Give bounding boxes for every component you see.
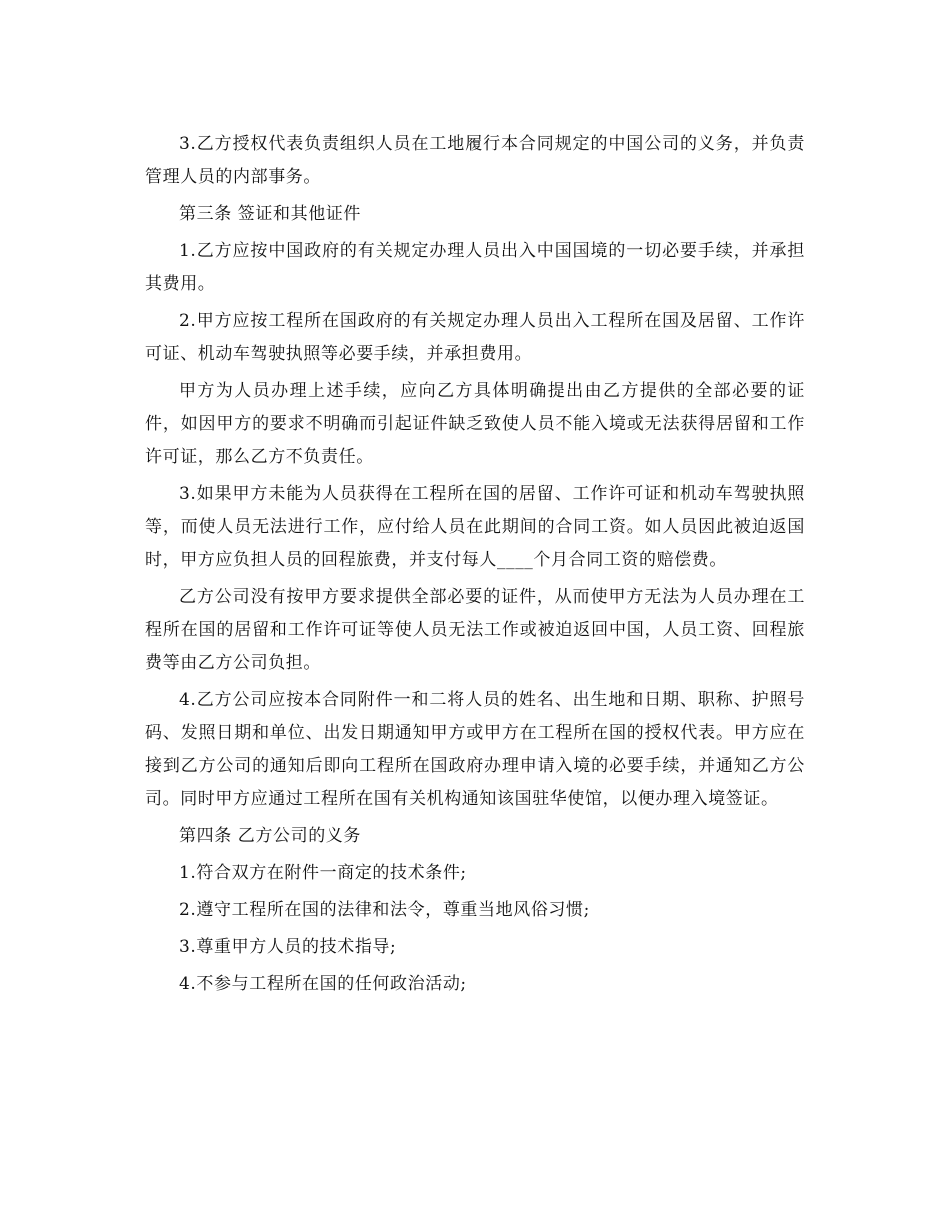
paragraph-clause-3-1: 1.乙方应按中国政府的有关规定办理人员出入中国国境的一切必要手续，并承担其费用。 (145, 241, 805, 294)
article-3-heading: 第三条 签证和其他证件 (179, 204, 362, 224)
document-body (145, 128, 805, 1005)
paragraph-clause-4-4: 4.不参与工程所在国的任何政治活动; (179, 974, 467, 994)
paragraph-clause-3-4: 4.乙方公司应按本合同附件一和二将人员的姓名、出生地和日期、职称、护照号码、发照日期和单位、出发日期通知甲方或甲方在工程所在国的授权代表。甲方应在接到乙方公司的通知后即向工程所在国政府办理申请入境的必要手续，并通知乙方公司。同时甲方应通过工程所在国有关机构通知该国驻华使馆，以便办理入境签证。 (145, 690, 805, 809)
paragraph-clause-4-3: 3.尊重甲方人员的技术指导; (179, 937, 397, 957)
paragraph-clause-4-1: 1.符合双方在附件一商定的技术条件; (179, 863, 467, 883)
paragraph-clause-3-2: 2.甲方应按工程所在国政府的有关规定办理人员出入工程所在国及居留、工作许可证、机动车驾驶执照等必要手续，并承担费用。 (145, 311, 805, 364)
paragraph-clause-3-3: 3.如果甲方未能为人员获得在工程所在国的居留、工作许可证和机动车驾驶执照等，而使人员无法进行工作，应付给人员在此期间的合同工资。如人员因此被迫返国时，甲方应负担人员的回程旅费，并支付每人____个月合同工资的赔偿费。 (145, 484, 805, 570)
paragraph-clause-2-3: 3.乙方授权代表负责组织人员在工地履行本合同规定的中国公司的义务，并负责管理人员的内部事务。 (145, 134, 805, 187)
article-4-heading: 第四条 乙方公司的义务 (179, 826, 362, 846)
paragraph-clause-3-3-note: 乙方公司没有按甲方要求提供全部必要的证件，从而使甲方无法为人员办理在工程所在国的居留和工作许可证等使人员无法工作或被迫返回中国，人员工资、回程旅费等由乙方公司负担。 (145, 587, 805, 673)
paragraph-clause-3-2-note: 甲方为人员办理上述手续，应向乙方具体明确提出由乙方提供的全部必要的证件，如因甲方的要求不明确而引起证件缺乏致使人员不能入境或无法获得居留和工作许可证，那么乙方不负责任。 (145, 381, 805, 467)
paragraph-clause-4-2: 2.遵守工程所在国的法律和法令，尊重当地风俗习惯; (179, 900, 590, 920)
